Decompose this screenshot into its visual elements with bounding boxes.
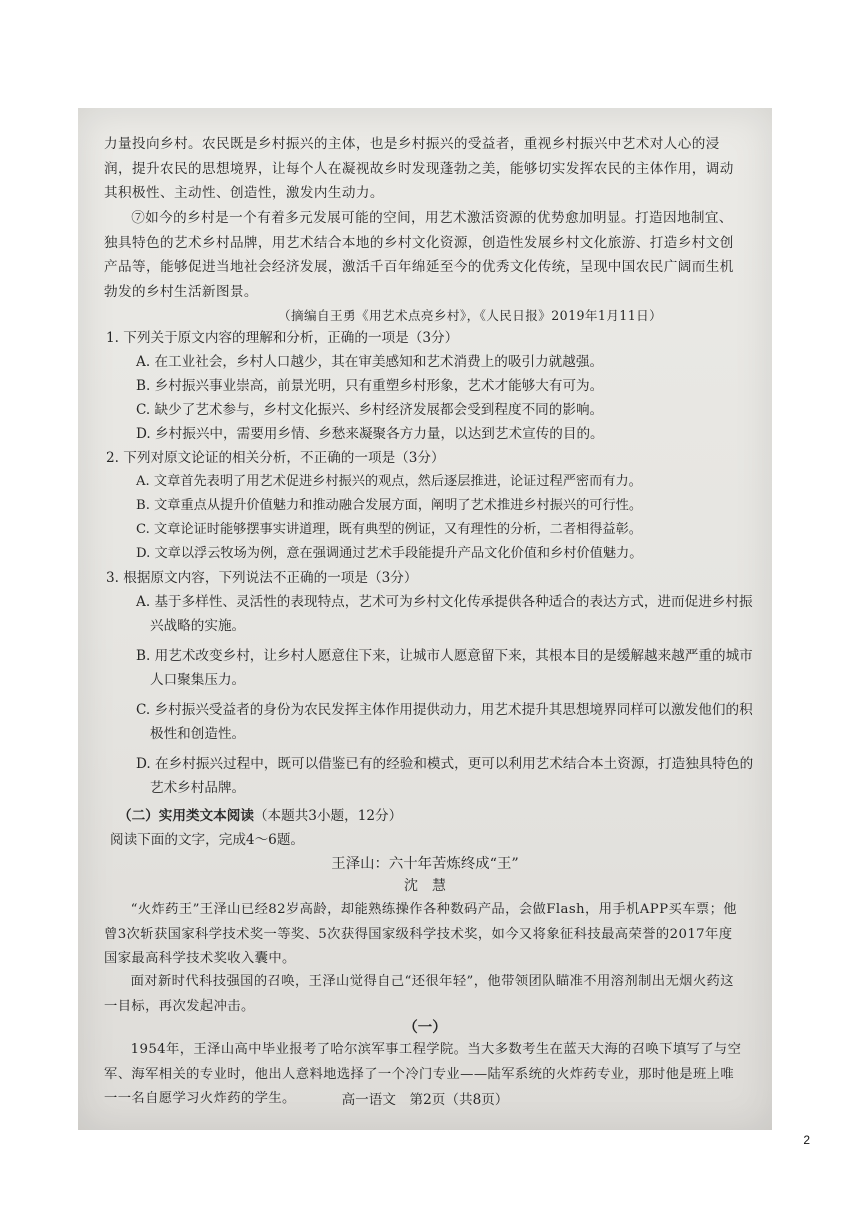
passage-paragraph: ⑦如今的乡村是一个有着多元发展可能的空间，用艺术激活资源的优势愈加明显。打造因地制宜、独具特色的艺术乡村品牌，用艺术结合本地的乡村文化资源，创造性发展乡村文化旅游、打造乡村文创产品等，能够促进当地社会经济发展，激活千百年绵延至今的优秀文化传统，呈现中国农民广阔而生机勃发的乡村生活新图景。 [104,210,734,300]
question-option: C. 缺少了艺术参与，乡村文化振兴、乡村经济发展都会受到程度不同的影响。 [136,402,604,418]
question-option: A. 基于多样性、灵活性的表现特点，艺术可为乡村文化传承提供各种适合的表达方式，进而促进乡村振兴战略的实施。 [136,594,753,634]
question-option: B. 乡村振兴事业崇高，前景光明，只有重塑乡村形象，艺术才能够大有可为。 [136,378,604,394]
scanned-page-photo [78,108,772,1130]
question-option: B. 文章重点从提升价值魅力和推动融合发展方面，阐明了艺术推进乡村振兴的可行性。 [136,498,643,513]
section-heading-note: （本题共3小题，12分） [253,808,403,824]
article-part-label: （一） [403,1019,447,1036]
question-option: C. 文章论证时能够摆事实讲道理，既有典型的例证，又有理性的分析，二者相得益彰。 [136,522,642,537]
question-stem: 1. 下列关于原文内容的理解和分析，正确的一项是（3分） [106,330,459,346]
article-paragraph: 1954年，王泽山高中毕业报考了哈尔滨军事工程学院。当大多数考生在蓝天大海的召唤下填写了与空军、海军相关的专业时，他出人意料地选择了一个冷门专业——陆军系统的火炸药专业，那时他是班上唯一一名自愿学习火炸药的学生。 [104,1042,742,1106]
question-option: D. 在乡村振兴过程中，既可以借鉴已有的经验和模式，更可以利用艺术结合本土资源，打造独具特色的艺术乡村品牌。 [136,756,754,796]
section-two-header [118,804,402,824]
page-number: 2 [803,1133,810,1147]
question-option: D. 乡村振兴中，需要用乡情、乡愁来凝聚各方力量，以达到艺术宣传的目的。 [136,426,604,442]
reading-instruction: 阅读下面的文字，完成4～6题。 [110,832,305,848]
question-option: C. 乡村振兴受益者的身份为农民发挥主体作用提供动力，用艺术提升其思想境界同样可以激发他们的积极性和创造性。 [136,702,753,742]
question-stem: 3. 根据原文内容，下列说法不正确的一项是（3分） [106,570,418,586]
source-citation: （摘编自王勇《用艺术点亮乡村》，《人民日报》2019年1月11日） [278,308,663,323]
page-footer: 高一语文 第2页（共8页） [341,1091,509,1108]
passage-paragraph: 力量投向乡村。农民既是乡村振兴的主体，也是乡村振兴的受益者，重视乡村振兴中艺术对人心的浸润，提升农民的思想境界，让每个人在凝视故乡时发现蓬勃之美，能够切实发挥农民的主体作用，调动其积极性、主动性、创造性，激发内生动力。 [104,136,734,201]
article-paragraph: 面对新时代科技强国的召唤，王泽山觉得自己“还很年轻”，他带领团队瞄准不用溶剂制出无烟火药这一目标，再次发起冲击。 [104,974,734,1014]
article-author: 沈 慧 [404,878,446,894]
question-option: D. 文章以浮云牧场为例，意在强调通过艺术手段能提升产品文化价值和乡村价值魅力。 [136,546,643,561]
question-option: A. 在工业社会，乡村人口越少，其在审美感知和艺术消费上的吸引力就越强。 [136,354,604,370]
article-title: 王泽山：六十年苦炼终成“王” [331,856,519,872]
question-option: A. 文章首先表明了用艺术促进乡村振兴的观点，然后逐层推进，论证过程严密而有力。 [136,474,642,489]
article-paragraph: “火炸药王”王泽山已经82岁高龄，却能熟练操作各种数码产品，会做Flash，用手机APP买车票；他曾3次斩获国家科学技术奖一等奖、5次获得国家级科学技术奖，如今又将象征科技最高荣誉的2017年度国家最高科学技术奖收入囊中。 [104,902,737,966]
section-heading: （二）实用类文本阅读 [118,808,254,824]
question-option: B. 用艺术改变乡村，让乡村人愿意住下来，让城市人愿意留下来，其根本目的是缓解越来越严重的城市人口聚集压力。 [136,648,753,688]
question-stem: 2. 下列对原文论证的相关分析，不正确的一项是（3分） [106,450,445,466]
